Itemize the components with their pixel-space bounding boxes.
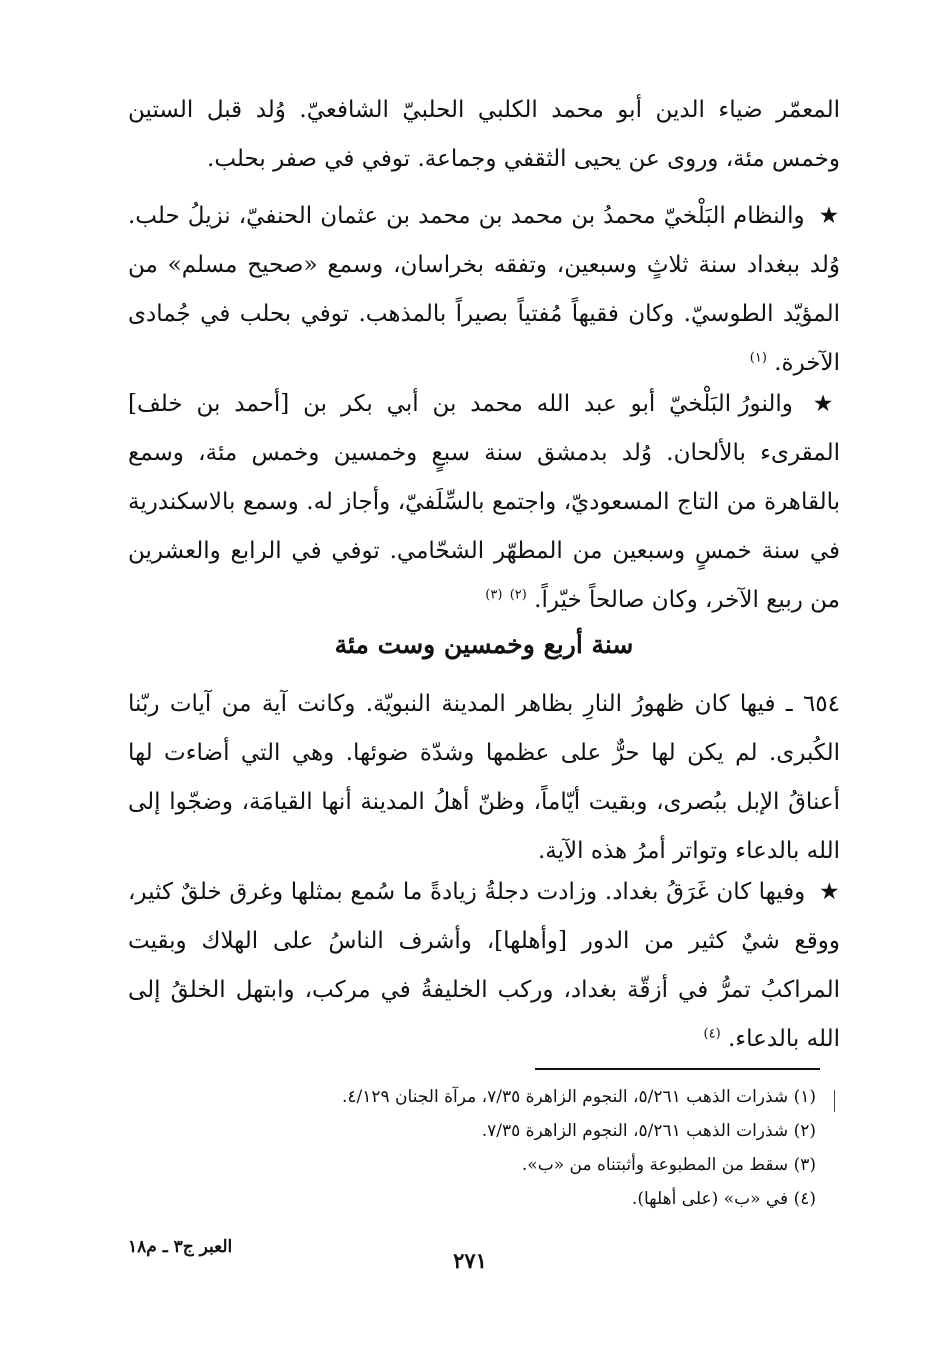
footnote-marker-3: (٣) (485, 587, 503, 603)
footnote-3: (٣) سقط من المطبوعة وأثبتناه من «ب». (521, 1155, 816, 1175)
paragraph-2-text: والنظام البَلْخيّ محمدُ بن محمد بن محمد بن عثمان الحنفيّ، نزيلُ حلب. وُلد ببغداد سنة ثلاثٍ وسبعين، وتفقه بخراسان، وسمع «صحيح مسلم» من المؤيّد الطوسيّ. وكان فقيهاً مُفتياً بصيراً بالمذهب. توفي بحلب في جُمادى الآخرة. (128, 203, 840, 376)
star-bullet-icon: ★ (812, 391, 840, 417)
paragraph-3 (128, 380, 840, 625)
footnote-marker-1: (١) (749, 350, 767, 366)
paragraph-5-text: وفيها كان غَرَقُ بغداد. وزادت دجلةُ زيادةً ما سُمع بمثلها وغرق خلقٌ كثير، ووقع شيٌ كثير من الدور [وأهلها]، وأشرف الناسُ على الهلاك وبقيت المراكبُ تمرُّ في أزقّة بغداد، وركب الخليفةُ في مركب، وابتهل الخلقُ إلى الله بالدعاء. (128, 879, 840, 1052)
printer-signature: العبر ج٣ ـ م١٨ (128, 1237, 233, 1257)
paragraph-1 (128, 86, 840, 184)
paragraph-2 (128, 192, 840, 388)
paragraph-1-text: المعمّر ضياء الدين أبو محمد الكلبي الحلبيّ الشافعيّ. وُلد قبل الستين وخمس مئة، وروى عن يحيى الثقفي وجماعة. توفي في صفر بحلب. (128, 97, 840, 172)
paragraph-5 (128, 868, 840, 1064)
star-bullet-icon: ★ (818, 879, 841, 905)
footnote-divider (535, 1068, 820, 1070)
section-heading: سنة أربع وخمسين وست مئة (334, 630, 634, 659)
footnote-4: (٤) في «ب» (على أهلها). (631, 1189, 816, 1209)
footnote-2: (٢) شذرات الذهب ٥/٢٦١، النجوم الزاهرة ٧/٣٥. (481, 1121, 816, 1141)
paragraph-4 (128, 680, 840, 876)
paragraph-3-text: والنورُ البَلْخيّ أبو عبد الله محمد بن أبي بكر بن [أحمد بن خلف] المقرىء بالألحان. وُلد بدمشق سنة سبعٍ وخمسين وخمس مئة، وسمع بالقاهرة من التاج المسعوديّ، واجتمع بالسِّلَفيّ، وأجاز له. وسمع بالاسكندرية في سنة خمسٍ وسبعين من المطهّر الشحّامي. توفي في الرابع والعشرين من ربيع الآخر، وكان صالحاً خيّراً. (128, 391, 840, 613)
page-number: ٢٧١ (453, 1248, 487, 1273)
paragraph-4-text: ٦٥٤ ـ فيها كان ظهورُ النارِ بظاهر المدينة النبويّة. وكانت آية من آيات ربّنا الكُبرى. لم يكن لها حرٌّ على عظمها وشدّة ضوئها. وهي التي أضاءت لها أعناقُ الإبل ببُصرى، وبقيت أيّاماً، وظنّ أهلُ المدينة أنها القيامَة، وضجّوا إلى الله بالدعاء وتواتر أمرُ هذه الآية. (128, 691, 840, 864)
footnote-1: (١) شذرات الذهب ٥/٢٦١، النجوم الزاهرة ٧/٣٥، مرآة الجنان ٤/١٢٩. (341, 1087, 816, 1107)
star-bullet-icon: ★ (818, 203, 841, 229)
footnote-marker-4: (٤) (703, 1026, 721, 1042)
footnote-marker-2: (٢) (509, 587, 527, 603)
footnotes (128, 1080, 840, 1216)
